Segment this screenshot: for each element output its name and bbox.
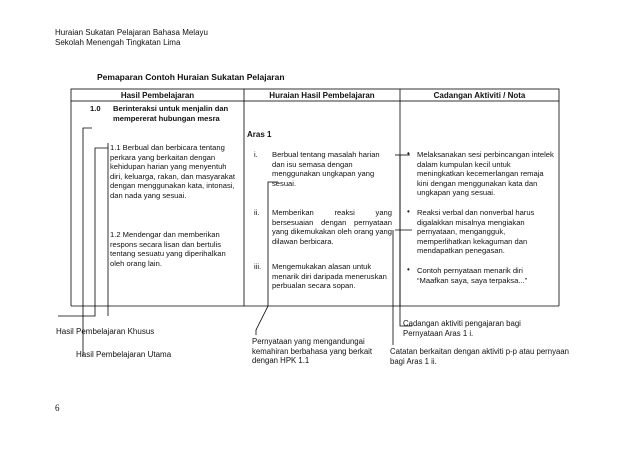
annotation-cadangan: Cadangan aktiviti pengajaran bagi Pernyataan Aras 1 i. (403, 319, 521, 338)
hp-number: 1.0 (90, 104, 101, 113)
huraian-num-2: ii. (254, 208, 260, 217)
header-line-1: Huraian Sukatan Pelajaran Bahasa Melayu (55, 28, 208, 37)
page-number: 6 (55, 403, 60, 413)
annotation-catatan: Catatan berkaitan dengan aktiviti p-p atau pernyaan bagi Aras 1 ii. (390, 347, 570, 366)
bullet-2: • (407, 207, 410, 216)
annotation-hp-utama: Hasil Pembelajaran Utama (76, 350, 172, 359)
column-header-huraian: Huraian Hasil Pembelajaran (269, 91, 375, 100)
header-line-2: Sekolah Menengah Tingkatan Lima (55, 38, 181, 47)
column-header-hasil: Hasil Pembelajaran (120, 91, 195, 100)
bullet-3: • (407, 265, 410, 274)
huraian-num-1: i. (254, 150, 258, 159)
bullet-1: • (407, 149, 410, 158)
huraian-text-2: Memberikan reaksi yang bersesuaian dengan pernyataan yang dikemukakan oleh orang yang dilawan berbicara. (272, 208, 392, 246)
hp-sub-1-1: 1.1 Berbual dan berbicara tentang perkara yang berkaitan dengan kehidupan harian yang menyentuh diri, keluarga, rakan, dan masyarakat dengan menggunakan kata, intonasi, dan nada yang sesuai. (110, 143, 235, 200)
aras-label: Aras 1 (247, 130, 272, 139)
huraian-text-1: Berbual tentang masalah harian dan isu semasa dengan menggunakan ungkapan yang sesuai. (272, 150, 380, 188)
aktiviti-1: Melaksanakan sesi perbincangan intelek dalam kumpulan kecil untuk meningkatkan kecemerlangan remaja kini dengan menggunakan kata dan ungkapan yang sesuai. (417, 150, 554, 198)
huraian-num-3: iii. (254, 262, 262, 271)
column-header-cadangan: Cadangan Aktiviti / Nota (433, 91, 526, 100)
hp-main: Berinteraksi untuk menjalin dan mempererat hubungan mesra (113, 104, 229, 123)
huraian-text-3: Mengemukakan alasan untuk menarik diri daripada meneruskan perbualan secara sopan. (272, 262, 387, 291)
aktiviti-3: Contoh pernyataan menarik diri “Maafkan saya, saya terpaksa...” (417, 266, 528, 285)
aktiviti-2: Reaksi verbal dan nonverbal harus digalakkan misalnya mengiakan pernyataan, mengangguk, memperlihatkan kekaguman dan mendapatkan penegasan. (417, 208, 535, 256)
annotation-pernyataan: Pernyataan yang mengandungai kemahiran berbahasa yang berkait dengan HPK 1.1 (252, 337, 373, 366)
hp-sub-1-2: 1.2 Mendengar dan memberikan respons secara lisan dan bertulis tentang sesuatu yang diperihalkan oleh orang lain. (110, 230, 226, 268)
annotation-hp-khusus: Hasil Pembelajaran Khusus (56, 327, 155, 336)
section-title: Pemaparan Contoh Huraian Sukatan Pelajaran (97, 72, 285, 82)
